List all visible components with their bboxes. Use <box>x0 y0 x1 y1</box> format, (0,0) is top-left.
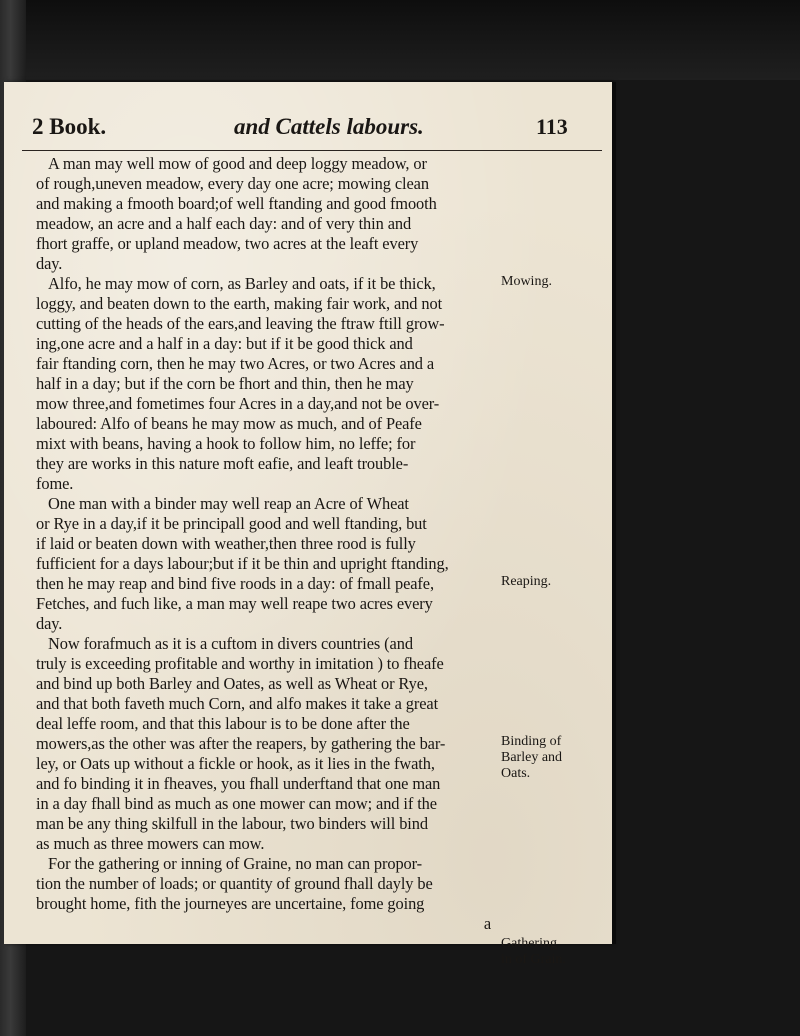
text-line: ing,one acre and a half in a day: but if it be good thick and <box>36 334 413 353</box>
text-line: fufficient for a days labour;but if it be thin and upright ftanding, <box>36 554 449 573</box>
running-head <box>26 112 598 152</box>
text-line: Alfo, he may mow of corn, as Barley and oats, if it be thick, <box>48 274 436 293</box>
margin-note-gathering: Gathering in of Grain. <box>501 936 566 967</box>
text-line: A man may well mow of good and deep loggy meadow, or <box>48 154 427 173</box>
text-line: deal leffe room, and that this labour is to be done after the <box>36 714 410 733</box>
margin-note-reaping: Reaping. <box>501 574 552 589</box>
header-rule <box>22 150 602 151</box>
text-line: mow three,and fometimes four Acres in a day,and not be over- <box>36 394 440 413</box>
text-line: fhort graffe, or upland meadow, two acres at the leaft every <box>36 234 419 253</box>
text-line: mixt with beans, having a hook to follow him, no leffe; for <box>36 434 416 453</box>
text-line: mowers,as the other was after the reapers, by gathering the bar- <box>36 734 446 753</box>
text-line: fair ftanding corn, then he may two Acres, or two Acres and a <box>36 354 435 373</box>
margin-note-binding: Binding of Barley and Oats. <box>501 734 563 781</box>
text-line: day. <box>36 614 63 633</box>
text-line: loggy, and beaten down to the earth, making fair work, and not <box>36 294 443 313</box>
body-text <box>36 154 511 934</box>
text-line: laboured: Alfo of beans he may mow as much, and of Peafe <box>36 414 422 433</box>
text-line: as much as three mowers can mow. <box>36 834 265 853</box>
book-label: 2 Book. <box>32 114 107 139</box>
text-line: truly is exceeding profitable and worthy in imitation ) to fheafe <box>36 654 444 673</box>
text-line: Now forafmuch as it is a cuftom in divers countries (and <box>48 634 413 653</box>
text-line: half in a day; but if the corn be fhort and thin, then he may <box>36 374 414 393</box>
book-page <box>4 82 612 967</box>
text-line: For the gathering or inning of Graine, no man can propor- <box>48 854 423 873</box>
scan-background-top <box>0 0 800 80</box>
text-line: then he may reap and bind five roods in a day: of fmall peafe, <box>36 574 434 593</box>
text-line: ley, or Oats up without a fickle or hook, as it lies in the fwath, <box>36 754 435 773</box>
text-line: and that both faveth much Corn, and alfo makes it take a great <box>36 694 439 713</box>
text-line: and fo binding it in fheaves, you fhall underftand that one man <box>36 774 441 793</box>
page-number: 113 <box>536 114 568 139</box>
text-line: tion the number of loads; or quantity of ground fhall dayly be <box>36 874 433 893</box>
text-line: fome. <box>36 474 74 493</box>
running-title: and Cattels labours. <box>234 114 424 139</box>
text-line: Fetches, and fuch like, a man may well reape two acres every <box>36 594 433 613</box>
text-line: if laid or beaten down with weather,then three rood is fully <box>36 534 416 553</box>
text-line: or Rye in a day,if it be principall good and well ftanding, but <box>36 514 427 533</box>
text-line: of rough,uneven meadow, every day one acre; mowing clean <box>36 174 429 193</box>
text-line: meadow, an acre and a half each day: and of very thin and <box>36 214 412 233</box>
catchword: a <box>483 914 491 933</box>
text-line: in a day fhall bind as much as one mower can mow; and if the <box>36 794 437 813</box>
margin-note-mowing: Mowing. <box>501 274 552 289</box>
text-line: they are works in this nature moft eafie, and leaft trouble- <box>36 454 409 473</box>
page-edge-shadow <box>612 82 616 944</box>
text-line: One man with a binder may well reap an Acre of Wheat <box>48 494 409 513</box>
text-line: and bind up both Barley and Oates, as well as Wheat or Rye, <box>36 674 428 693</box>
text-line: brought home, fith the journeyes are uncertaine, fome going <box>36 894 425 913</box>
text-line: man be any thing skilfull in the labour, two binders will bind <box>36 814 428 833</box>
text-line: cutting of the heads of the ears,and leaving the ftraw ftill grow- <box>36 314 445 333</box>
text-line: and making a fmooth board;of well ftanding and good fmooth <box>36 194 437 213</box>
text-line: day. <box>36 254 63 273</box>
